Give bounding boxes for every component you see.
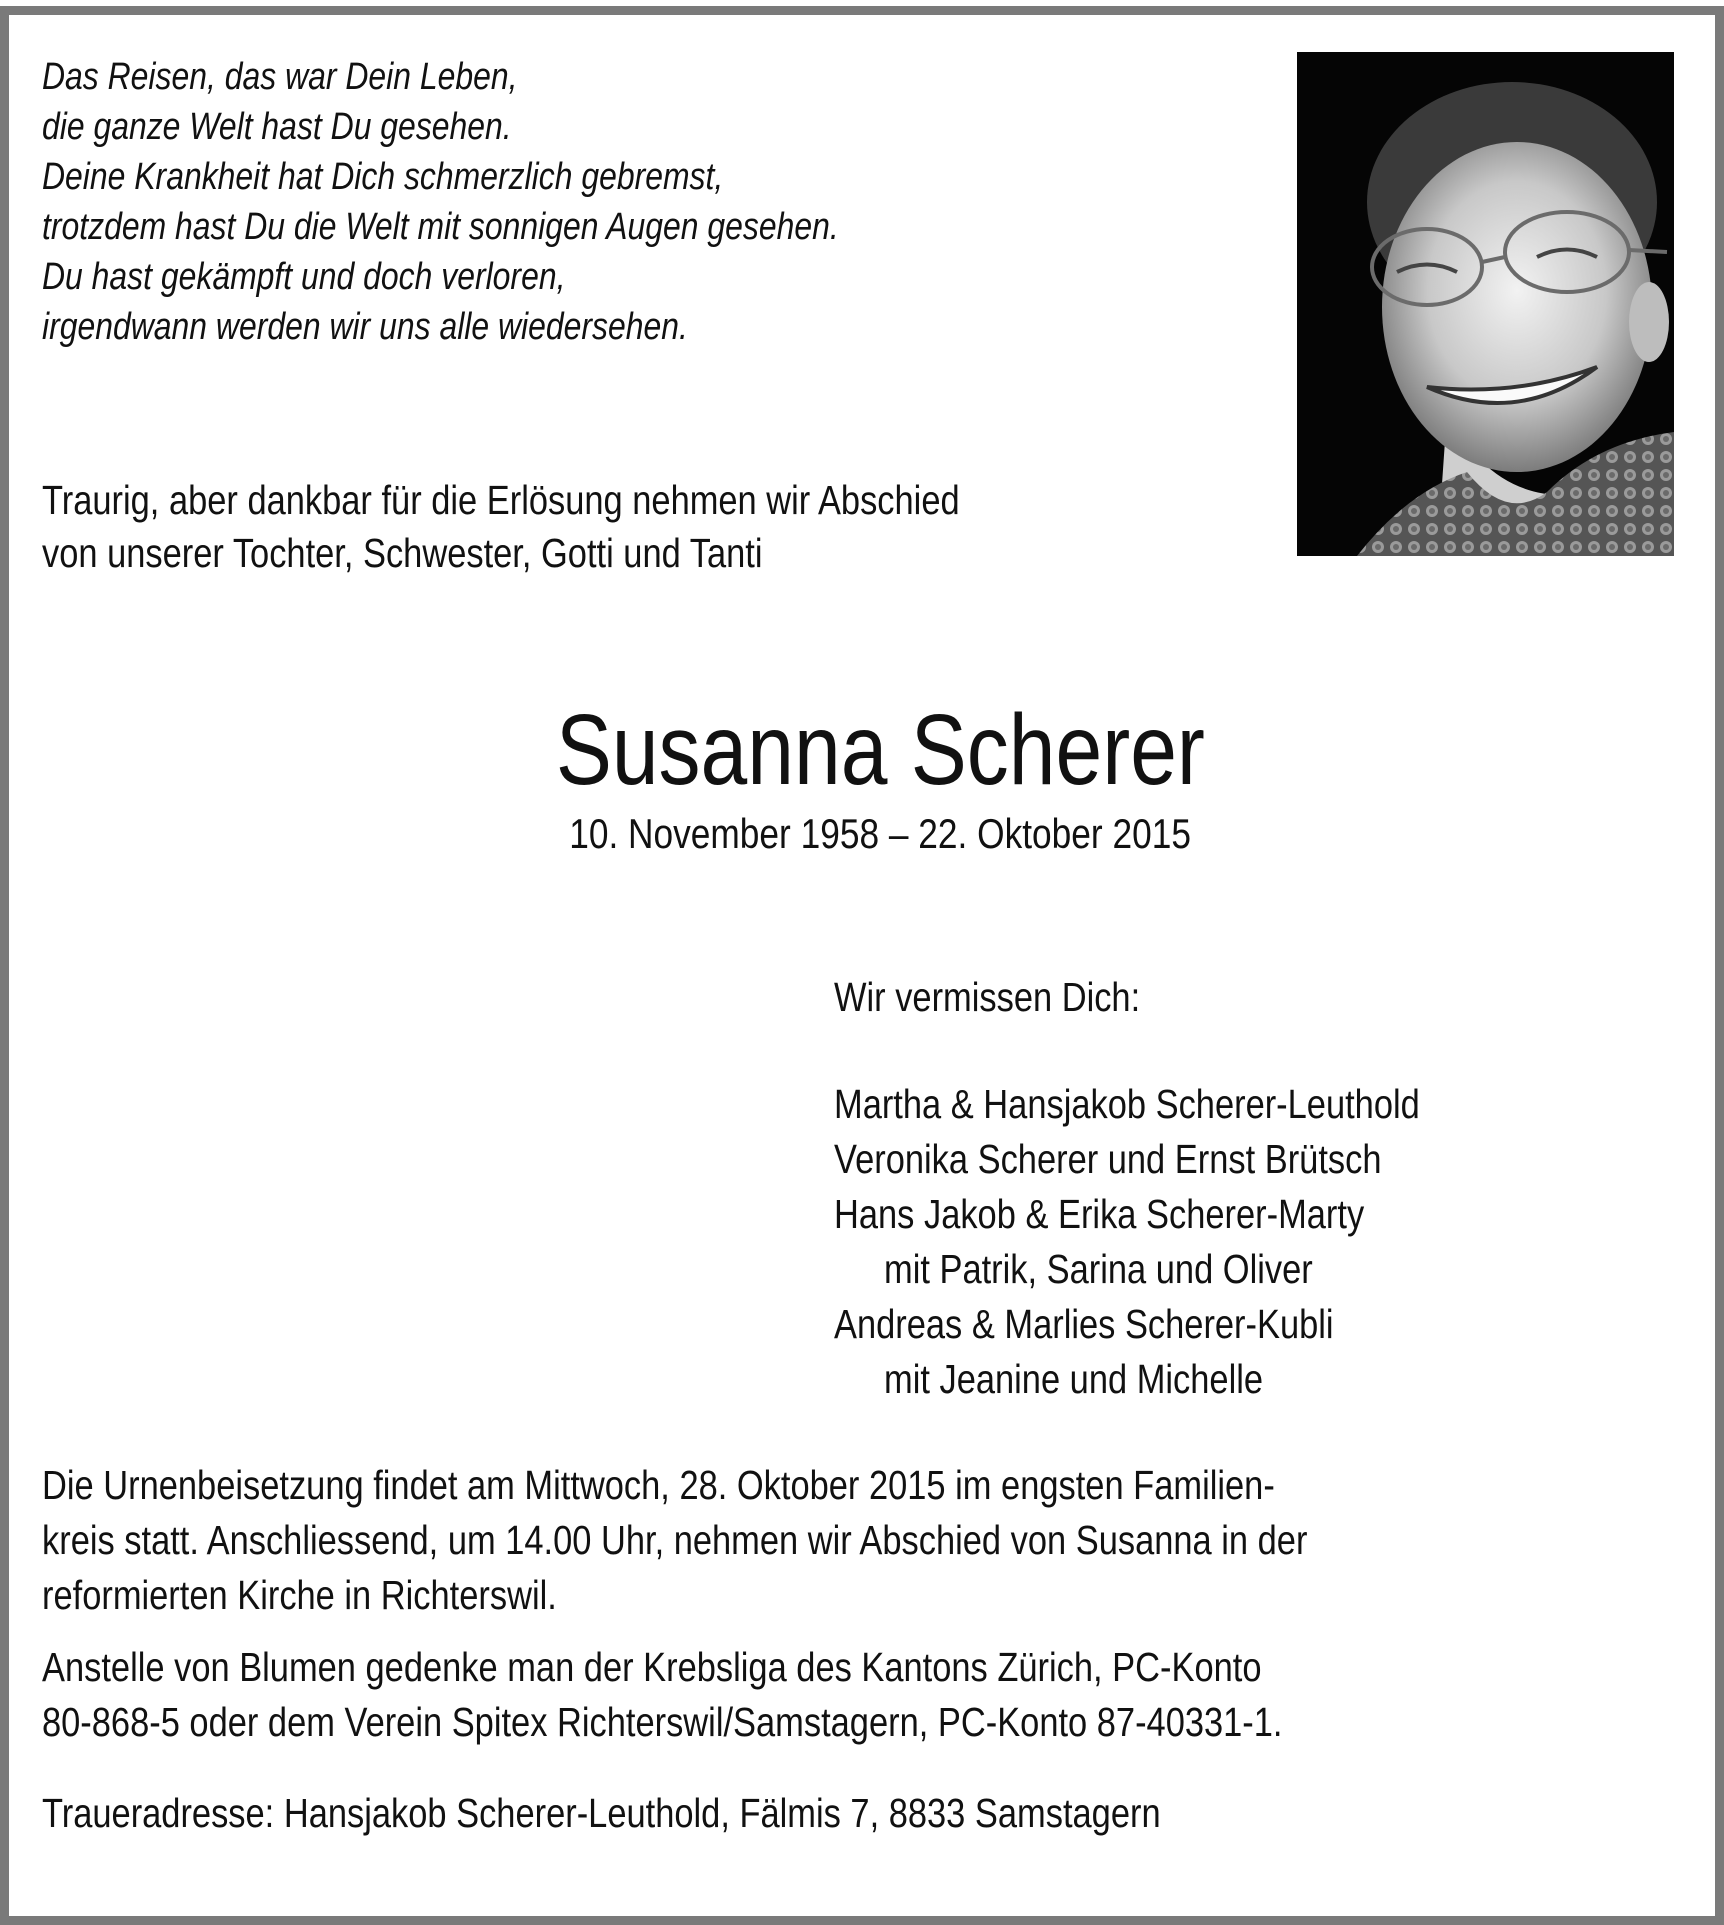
poem — [42, 52, 990, 352]
donation-line: 80-868-5 oder dem Verein Spitex Richterswil/Samstagern, PC-Konto 87-40331-1. — [42, 1699, 1283, 1745]
mourning-address — [42, 1786, 1374, 1841]
intro-line: von unserer Tochter, Schwester, Gotti und Tanti — [42, 530, 763, 576]
family-section — [834, 970, 1531, 1407]
family-member: Martha & Hansjakob Scherer-Leuthold — [834, 1081, 1420, 1127]
ceremony-line: reformierten Kirche in Richterswil. — [42, 1572, 557, 1618]
deceased-name: Susanna Scherer — [555, 694, 1205, 806]
spacer — [834, 1025, 1531, 1077]
farewell-intro — [42, 474, 1134, 580]
donation-notice — [42, 1640, 1519, 1750]
ceremony-notice — [42, 1458, 1548, 1623]
ceremony-line: Die Urnenbeisetzung findet am Mittwoch, 28. Oktober 2015 im engsten Familien- — [42, 1462, 1275, 1508]
life-dates: 10. November 1958 – 22. Oktober 2015 — [569, 810, 1191, 857]
portrait-image — [1297, 52, 1674, 556]
ceremony-line: kreis statt. Anschliessend, um 14.00 Uhr, nehmen wir Abschied von Susanna in der — [42, 1517, 1308, 1563]
address-line: Traueradresse: Hansjakob Scherer-Leuthold, Fälmis 7, 8833 Samstagern — [42, 1790, 1161, 1836]
intro-line: Traurig, aber dankbar für die Erlösung nehmen wir Abschied — [42, 477, 960, 523]
poem-line: Du hast gekämpft und doch verloren, — [42, 256, 566, 298]
family-member: Veronika Scherer und Ernst Brütsch — [834, 1136, 1382, 1182]
poem-line: trotzdem hast Du die Welt mit sonnigen Augen gesehen. — [42, 206, 839, 248]
family-member: Hans Jakob & Erika Scherer-Marty — [834, 1191, 1365, 1237]
poem-line: Deine Krankheit hat Dich schmerzlich gebremst, — [42, 156, 724, 198]
portrait-photo — [1297, 52, 1674, 556]
family-member-children: mit Jeanine und Michelle — [884, 1356, 1264, 1402]
family-member-children: mit Patrik, Sarina und Oliver — [884, 1246, 1313, 1292]
poem-line: die ganze Welt hast Du gesehen. — [42, 106, 512, 148]
donation-line: Anstelle von Blumen gedenke man der Krebsliga des Kantons Zürich, PC-Konto — [42, 1644, 1262, 1690]
family-heading: Wir vermissen Dich: — [834, 974, 1141, 1020]
poem-line: irgendwann werden wir uns alle wiedersehen. — [42, 306, 688, 348]
poem-line: Das Reisen, das war Dein Leben, — [42, 56, 518, 98]
family-member: Andreas & Marlies Scherer-Kubli — [834, 1301, 1334, 1347]
